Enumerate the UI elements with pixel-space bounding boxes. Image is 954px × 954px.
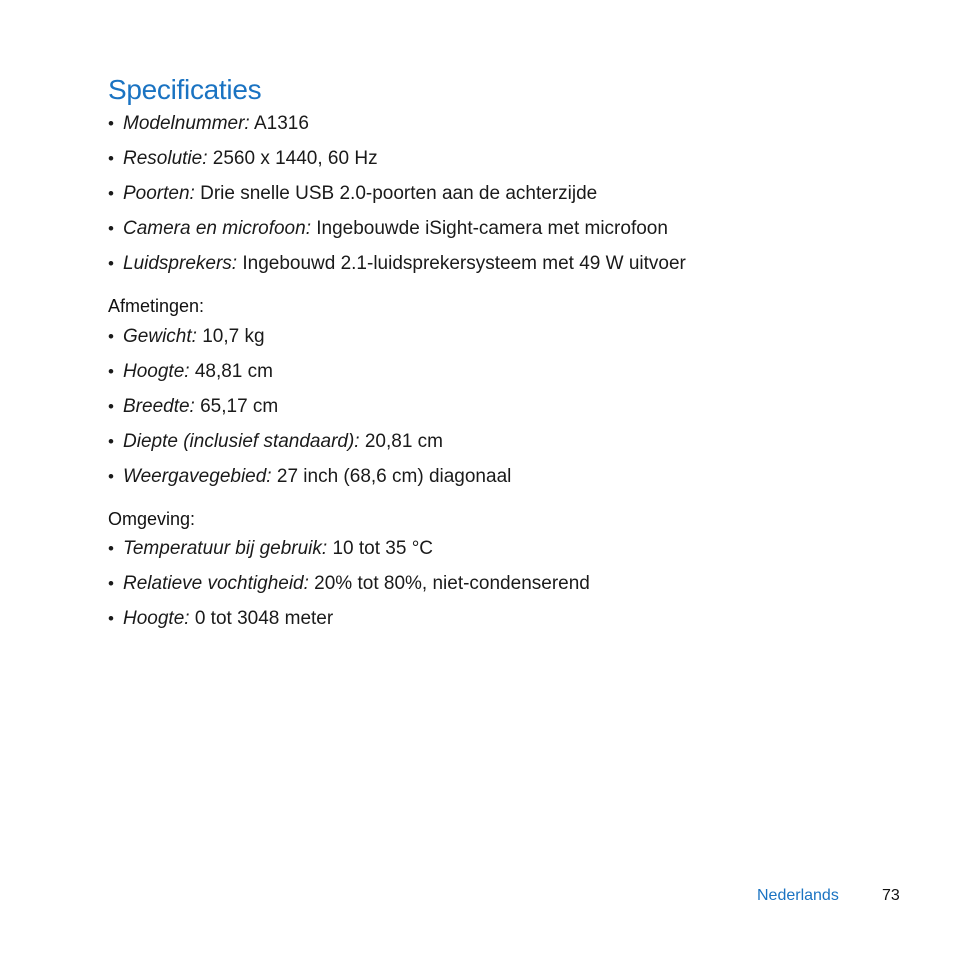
spec-term: Modelnummer: bbox=[123, 113, 250, 134]
spec-term: Breedte: bbox=[123, 396, 195, 417]
spec-term: Poorten: bbox=[123, 183, 195, 204]
list-item bbox=[108, 396, 511, 431]
bullet: • bbox=[108, 149, 114, 168]
environment-list bbox=[108, 538, 590, 643]
spec-term: Diepte (inclusief standaard): bbox=[123, 431, 360, 452]
spec-list bbox=[108, 113, 686, 288]
spec-value: 20% tot 80%, niet-condenserend bbox=[314, 573, 590, 594]
spec-value: Drie snelle USB 2.0-poorten aan de achterzijde bbox=[200, 183, 598, 204]
spec-value: 65,17 cm bbox=[200, 396, 279, 417]
list-item bbox=[108, 466, 511, 501]
bullet: • bbox=[108, 114, 114, 133]
spec-term: Weergavegebied: bbox=[123, 466, 272, 487]
list-item bbox=[108, 218, 686, 253]
list-item bbox=[108, 573, 590, 608]
bullet: • bbox=[108, 184, 114, 203]
list-item bbox=[108, 253, 686, 288]
spec-value: 0 tot 3048 meter bbox=[194, 608, 334, 629]
bullet: • bbox=[108, 254, 114, 273]
spec-term: Resolutie: bbox=[123, 148, 208, 169]
list-item bbox=[108, 148, 686, 183]
list-item bbox=[108, 431, 511, 466]
list-item bbox=[108, 608, 590, 643]
page-title: Specificaties bbox=[108, 74, 262, 105]
spec-value: 20,81 cm bbox=[364, 431, 444, 452]
list-item bbox=[108, 538, 590, 573]
list-item bbox=[108, 113, 686, 148]
bullet: • bbox=[108, 574, 114, 593]
list-item bbox=[108, 326, 511, 361]
bullet: • bbox=[108, 397, 114, 416]
page-number: 73 bbox=[882, 887, 900, 904]
spec-term: Luidsprekers: bbox=[123, 253, 238, 274]
spec-term: Temperatuur bij gebruik: bbox=[123, 538, 328, 559]
spec-term: Relatieve vochtigheid: bbox=[123, 573, 309, 594]
bullet: • bbox=[108, 539, 114, 558]
list-item bbox=[108, 361, 511, 396]
spec-term: Hoogte: bbox=[123, 361, 190, 382]
list-item bbox=[108, 183, 686, 218]
bullet: • bbox=[108, 362, 114, 381]
spec-term: Gewicht: bbox=[123, 326, 197, 347]
bullet: • bbox=[108, 467, 114, 486]
spec-value: 48,81 cm bbox=[194, 361, 273, 382]
spec-value: A1316 bbox=[253, 113, 309, 134]
bullet: • bbox=[108, 327, 114, 346]
spec-value: Ingebouwde iSight-camera met microfoon bbox=[316, 218, 668, 239]
dimensions-heading: Afmetingen: bbox=[108, 296, 205, 316]
bullet: • bbox=[108, 609, 114, 628]
dimensions-list bbox=[108, 326, 511, 501]
spec-value: 2560 x 1440, 60 Hz bbox=[212, 148, 378, 169]
footer-language: Nederlands bbox=[757, 887, 839, 904]
spec-value: Ingebouwd 2.1-luidsprekersysteem met 49 W uitvoer bbox=[242, 253, 686, 274]
environment-heading: Omgeving: bbox=[108, 509, 196, 529]
spec-term: Camera en microfoon: bbox=[123, 218, 311, 239]
spec-value: 27 inch (68,6 cm) diagonaal bbox=[276, 466, 512, 487]
spec-value: 10,7 kg bbox=[202, 326, 265, 347]
bullet: • bbox=[108, 219, 114, 238]
spec-term: Hoogte: bbox=[123, 608, 190, 629]
spec-value: 10 tot 35 °C bbox=[332, 538, 434, 559]
bullet: • bbox=[108, 432, 114, 451]
